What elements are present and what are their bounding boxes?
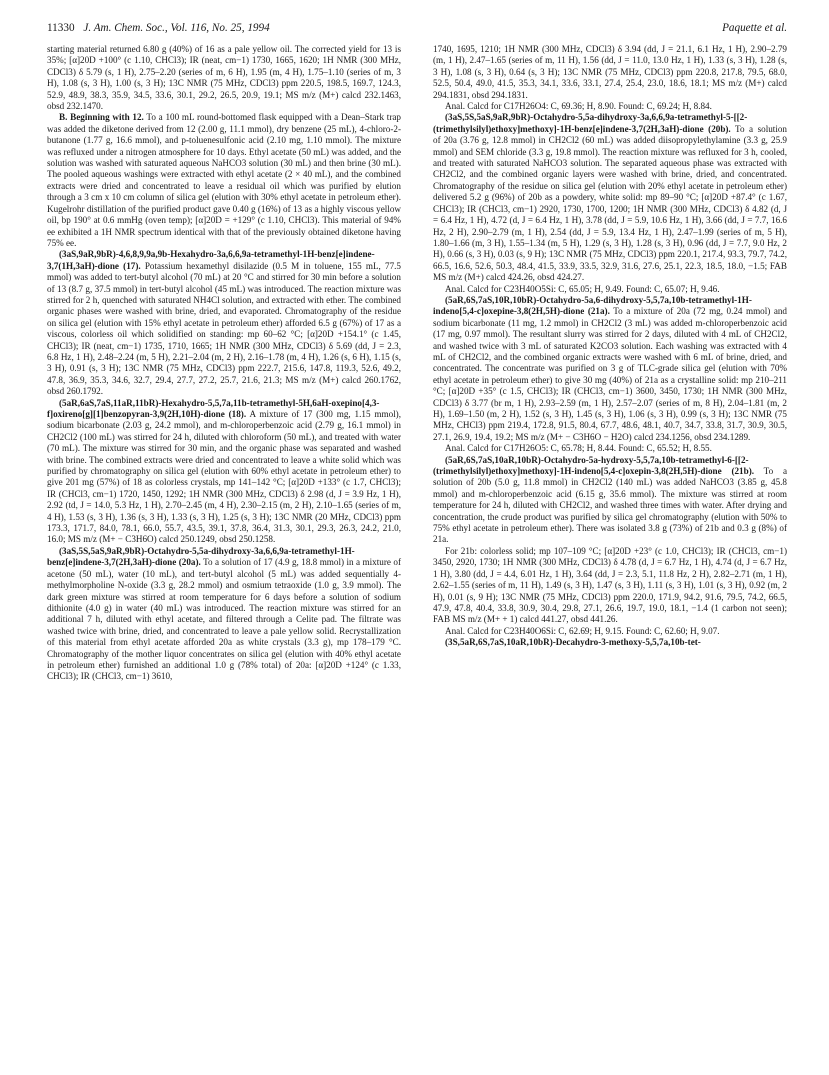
paragraph: [433, 284, 787, 295]
compound-heading: (5aR,6aS,7aS,11aR,11bR)-Hexahydro-5,5,7a,11b-tetramethyl-5H,6aH-oxepino[4,3-f]oxireno[g][1]benzopyran-3,9(2H,10H)-dione (18).: [47, 397, 380, 419]
paragraph-text: A mixture of 17 (300 mg, 1.15 mmol), sodium bicarbonate (2.03 g, 24.2 mmol), and m-chloroperbenzoic acid (2.79 g, 16.1 mmol) in CH2Cl2 (100 mL) was stirred for 24 h, diluted with chloroform (50 mL), and treated with water (70 mL). The mixture was stirred for 30 min, and the organic phase was separated and washed with brine. The combined extracts were dried and concentrated to leave a white solid which was purified by chromatography on silica gel (elution with 60% ethyl acetate in petroleum ether) to give 201 mg (57%) of 18 as colorless crystals, mp 141–142 °C; [α]20D +133° (c 1.7, CHCl3); IR (CHCl3, cm−1) 1720, 1450, 1292; 1H NMR (300 MHz, CDCl3) δ 2.98 (d, J = 3.9 Hz, 1 H), 2.92 (td, J = 14.0, 5.3 Hz, 1 H), 2.70–2.45 (m, 4 H), 2.30–2.15 (m, 2 H), 2.10–1.65 (series of m, 4 H), 1.53 (s, 3 H), 1.36 (s, 3 H), 1.33 (s, 3 H), 1.25 (s, 3 H); 13C NMR (20 MHz, CDCl3) ppm 173.3, 171.7, 84.0, 78.1, 66.0, 55.7, 43.5, 39.1, 37.8, 36.4, 31.3, 30.1, 29.3, 26.3, 24.2, 21.0, 16.0; MS m/z (M+ − C3H6O) calcd 250.1249, obsd 250.1258.: [47, 409, 401, 545]
paragraph-text: Potassium hexamethyl disilazide (0.5 M in toluene, 155 mL, 77.5 mmol) was added to tert-butyl alcohol (70 mL) at 20 °C and stirred for 30 min before a solution of 13 (8.7 g, 37.5 mmol) in tert-butyl alcohol (45 mL) was introduced. The reaction mixture was stirred for 2 h, quenched with saturated NH4Cl solution, and extracted with ether. The combined organic phases were washed with brine, dried, and evaporated. Chromatography of the residue on silica gel (elution with 15% ethyl acetate in petroleum ether) afforded 6.5 g (67%) of 17 as a viscous, colorless oil which solidified on standing: mp 60–62 °C; [α]20D +154.1° (c 1.45, CHCl3); IR (neat, cm−1) 1735, 1710, 1665; 1H NMR (300 MHz, CDCl3) δ 5.69 (dd, J = 2.3, 6.8 Hz, 1 H), 2.48–2.24 (m, 5 H), 2.21–2.04 (m, 2 H), 2.16–1.78 (m, 4 H), 1.26 (s, 6 H), 1.15 (s, 3 H), 0.91 (s, 3 H); 13C NMR (75 MHz, CDCl3) ppm 222.7, 215.6, 147.8, 119.3, 52.6, 49.2, 47.8, 36.9, 35.3, 34.6, 32.7, 29.4, 27.7, 27.2, 25.7, 21.6, 21.3; MS m/z (M+) calcd 260.1762, obsd 260.1792.: [47, 260, 401, 397]
journal-citation: J. Am. Chem. Soc., Vol. 116, No. 25, 1994: [83, 22, 270, 34]
compound-heading: (3aS,9aR,9bR)-4,6,8,9,9a,9b-Hexahydro-3a,6,6,9a-tetramethyl-1H-benz[e]indene-3,7(1H,3aH)-dione (17).: [47, 249, 375, 271]
paragraph: [433, 101, 787, 112]
left-column: [47, 44, 401, 683]
paragraph: [433, 626, 787, 637]
paragraph: [433, 295, 787, 443]
right-column: [433, 44, 787, 649]
compound-heading: (5aR,6S,7aS,10R,10bR)-Octahydro-5a,6-dihydroxy-5,5,7a,10b-tetramethyl-1H-indeno[5,4-c]oxepine-3,8(2H,5H)-dione (21a).: [433, 294, 752, 317]
paragraph: [433, 112, 787, 283]
paragraph: [433, 44, 787, 101]
paragraph-text: 1740, 1695, 1210; 1H NMR (300 MHz, CDCl3) δ 3.94 (dd, J = 21.1, 6.1 Hz, 1 H), 2.90–2.79 (m, 1 H), 2.47–1.65 (series of m, 11 H), 1.56 (dd, J = 11.0, 13.0 Hz, 1 H), 1.33 (s, 3 H), 1.28 (s, 3 H), 1.08 (s, 3 H), 0.64 (s, 3 H); 13C NMR (75 MHz, CDCl3) ppm 220.8, 217.8, 79.5, 68.0, 52.5, 50.4, 49.0, 41.5, 35.3, 34.1, 33.6, 33.1, 27.4, 25.4, 23.0, 18.6, 18.1; MS m/z (M+) calcd 294.1831, obsd 294.1831.: [433, 44, 787, 100]
paragraph-text: Anal. Calcd for C23H40O6Si: C, 62.69; H, 9.15. Found: C, 62.60; H, 9.07.: [445, 625, 720, 636]
paragraph-text: Anal. Calcd for C17H26O4: C, 69.36; H, 8.90. Found: C, 69.24; H, 8.84.: [445, 101, 712, 112]
paragraph-text: To a solution of 20b (5.0 g, 11.8 mmol) in CH2Cl2 (140 mL) was added NaHCO3 (3.85 g, 45.8 mmol) and m-chloroperbenzoic acid (6.15 g, 35.6 mmol). The mixture was stirred at room temperature for 24 h, diluted with CH2Cl2, and washed three times with water. After drying and concentration, the crude product was purified by silica gel chromatography (elution with 50% to 75% ethyl acetate in petroleum ether). There was isolated 3.8 g (73%) of 21b and 0.3 g (8%) of 21a.: [433, 466, 787, 545]
paragraph-text: Anal. Calcd for C23H40O5Si: C, 65.05; H, 9.49. Found: C, 65.07; H, 9.46.: [445, 283, 720, 294]
running-header: [47, 22, 787, 36]
paragraph: [433, 443, 787, 454]
paragraph: [47, 44, 401, 112]
paragraph-text: starting material returned 6.80 g (40%) of 16 as a pale yellow oil. The corrected yield for 13 is 35%; [α]20D +100° (c 1.10, CHCl3); IR (neat, cm−1) 1730, 1665, 1620; 1H NMR (300 MHz, CDCl3) δ 5.79 (s, 1 H), 2.75–2.20 (series of m, 6 H), 1.95 (m, 4 H), 1.75–1.10 (series of m, 3 H), 1.08 (s, 3 H), 1.00 (s, 3 H); 13C NMR (75 MHz, CDCl3) ppm 220.5, 198.5, 169.7, 124.3, 52.9, 48.9, 38.3, 35.9, 34.5, 33.6, 30.1, 29.2, 26.5, 20.9, 19.1; MS m/z (M+) calcd 232.1463, obsd 232.1470.: [47, 44, 401, 112]
page-number: 11330: [47, 22, 75, 34]
paragraph: [47, 546, 401, 683]
compound-heading: (3aS,5S,5aS,9aR,9bR)-Octahydro-5,5a-dihydroxy-3a,6,6,9a-tetramethyl-5-[[2-(trimethylsilyl)ethoxy]methoxy]-1H-benz[e]indene-3,7(2H,3aH)-dione (20b).: [433, 112, 748, 134]
header-left: [47, 22, 270, 34]
paragraph: [47, 249, 401, 397]
paragraph-text: To a mixture of 20a (72 mg, 0.24 mmol) and sodium bicarbonate (11 mg, 1.2 mmol) in CH2Cl2 (3 mL) was added m-chloroperbenzoic acid (17 mg, 0.97 mmol). The resultant slurry was stirred for 2 days, diluted with 4 mL of CH2Cl2, and washed twice with 3 mL of saturated K2CO3 solution. Each washing was extracted with 4 mL of CH2Cl2, and the combined organic extracts were washed with 6 mL of brine, dried, and concentrated. The concentrate was purified on 3 g of TLC-grade silica gel (elution with 70% ethyl acetate in petroleum ether) to give 30 mg (40%) of 21a as a crystalline solid: mp 210–211 °C; [α]20D +35° (c 1.5, CHCl3); IR (CHCl3, cm−1) 3600, 3450, 1730; 1H NMR (300 MHz, CDCl3) δ 3.77 (br m, 1 H), 2.93–2.59 (m, 1 H), 2.57–2.07 (series of m, 8 H), 2.04–1.81 (m, 2 H), 1.69–1.50 (m, 2 H), 1.52 (s, 3 H), 1.45 (s, 3 H), 1.06 (s, 3 H), 0.99 (s, 3 H); 13C NMR (75 MHz, CHCl3) ppm 219.4, 172.8, 91.5, 80.4, 67.7, 48.6, 48.1, 40.7, 34.7, 33.8, 31.7, 30.9, 30.5, 27.1, 26.9, 19.4, 19.2; MS m/z (M+ − C3H6O − H2O) calcd 234.1256, obsd 234.1289.: [433, 306, 787, 442]
paragraph-text: To a 100 mL round-bottomed flask equipped with a Dean–Stark trap was added the diketone derived from 12 (2.00 g, 11.1 mmol), dry benzene (25 mL), 4-chloro-2-butanone (1.77 g, 16.6 mmol), and p-toluenesulfonic acid (2.10 mg, 1.10 mmol). The mixture was refluxed under a nitrogen atmosphere for 10 days. Ethyl acetate (50 mL) was added, and the solution was washed with saturated aqueous NaHCO3 solution (30 mL) and then brine (30 mL). The pooled aqueous washings were extracted with ethyl acetate (2 × 40 mL), and the combined extracts were dried and concentrated to leave a residual oil which was purified by elution through a 3 cm x 10 cm column of silica gel (elution with 30% ethyl acetate in petroleum ether). Kugelrohr distillation of the purified product gave 0.40 g (16%) of 13 as a highly viscous yellow oil, bp 190° at 0.6 mmHg (oven temp); [α]20D = +129° (c 1.10, CHCl3). This material of 94% ee exhibited a 1H NMR spectrum identical with that of the previously obtained diketone having 75% ee.: [47, 112, 401, 248]
paragraph-text: For 21b: colorless solid; mp 107–109 °C; [α]20D +23° (c 1.0, CHCl3); IR (CHCl3, cm−1) 3450, 2920, 1730; 1H NMR (300 MHz, CDCl3) δ 4.78 (d, J = 6.7 Hz, 1 H), 4.74 (d, J = 6.7 Hz, 1 H), 3.80 (dd, J = 4.4, 6.01 Hz, 1 H), 3.64 (dd, J = 2.3, 5.1, 11.8 Hz, 2 H), 2.82–2.71 (m, 1 H), 2.62–1.55 (series of m, 11 H), 1.49 (s, 3 H), 1.47 (s, 3 H), 1.11 (s, 3 H), 1.01 (s, 3 H), 0.92 (m, 2 H), 0.01 (s, 9 H); 13C NMR (75 MHz, CDCl3) ppm 220.0, 171.9, 94.2, 91.6, 79.5, 74.2, 66.5, 47.9, 47.8, 40.4, 33.8, 30.9, 30.4, 29.8, 27.1, 26.6, 19.7, 19.0, 18.1, −1.4 (1 carbon not seen); FAB MS m/z (M+ + 1) calcd 441.27, obsd 441.26.: [433, 545, 787, 625]
paragraph: [433, 546, 787, 626]
paragraph-text: To a solution of 20a (3.76 g, 12.8 mmol) in CH2Cl2 (60 mL) was added diisopropylethylamine (3.3 g, 25.9 mmol) and SEM chloride (3.3 g, 19.8 mmol). The reaction mixture was refluxed for 3 h, cooled, and treated with saturated NaHCO3 solution. The separated aqueous phase was extracted with CH2Cl2, and the combined organic layers were washed with brine, dried, and concentrated. Chromatography of the residue on silica gel (elution with 20% ethyl acetate in petroleum ether) delivered 5.2 g (96%) of 20b as a powdery, white solid: mp 89–90 °C; [α]20D +87.4° (c 1.67, CHCl3); IR (CHCl3, cm−1) 2920, 1730, 1700, 1200; 1H NMR (300 MHz, CDCl3) δ 4.82 (d, J = 6.4 Hz, 1 H), 4.72 (d, J = 6.4 Hz, 1 H), 3.78 (dd, J = 5.9, 10.6 Hz, 1 H), 3.66 (dd, J = 7.7, 16.6 Hz, 2 H), 2.90–2.79 (m, 1 H), 2.54 (dd, J = 5.9, 13.4 Hz, 1 H), 2.47–1.99 (series of m, 5 H), 1.80–1.66 (m, 3 H), 1.55–1.34 (m, 5 H), 1.29 (s, 3 H), 1.28 (s, 3 H), 0.96 (dd, J = 7.7, 9.0 Hz, 2 H), 0.66 (s, 3 H), 0.03 (s, 9 H); 13C NMR (75 MHz, CDCl3) ppm 220.1, 217.4, 93.3, 79.7, 74.2, 66.5, 16.6, 52.6, 50.3, 48.4, 41.5, 33.9, 33.5, 32.9, 31.6, 27.6, 25.1, 22.3, 18.5, 18.0, −1.5; FAB MS m/z (M+) calcd 424.26, obsd 424.27.: [433, 123, 787, 283]
paragraph: [47, 398, 401, 546]
author-header: Paquette et al.: [722, 22, 787, 34]
compound-heading: (3aS,5S,5aS,9aR,9bR)-Octahydro-5,5a-dihydroxy-3a,6,6,9a-tetramethyl-1H-benz[e]indene-3,7(2H,3aH)-dione (20a).: [47, 545, 355, 568]
paragraph-text: To a solution of 17 (4.9 g, 18.8 mmol) in a mixture of acetone (50 mL), water (10 mL), and tert-butyl alcohol (5 mL) was added sequentially 4-methylmorpholine N-oxide (3.3 g, 28.2 mmol) and osmium tetraoxide (1.0 g, 3.9 mmol). The dark green mixture was stirred at room temperature for 6 days before a solution of sodium dithionite (4.0 g) in water (40 mL) was introduced. The reaction mixture was stirred for an additional 7 h, diluted with ethyl acetate, and filtered through a Celite pad. The filtrate was washed twice with brine, dried, and concentrated to leave a pale yellow solid. Recrystallization of this material from ethyl acetate afforded 20a as white crystals (3.3 g), mp 178–179 °C. Chromatography of the mother liquor concentrates on silica gel (elution with 40% ethyl acetate in petroleum ether) furnished an additional 1.0 g (78% total) of 20a: [α]20D +124° (c 1.33, CHCl3); IR (CHCl3, cm−1) 3610,: [47, 557, 401, 682]
compound-heading: (3S,5aR,6S,7aS,10aR,10bR)-Decahydro-3-methoxy-5,5,7a,10b-tet-: [445, 637, 701, 648]
paragraph: [433, 637, 787, 648]
compound-heading: (5aR,6S,7aS,10aR,10bR)-Octahydro-5a-hydroxy-5,5,7a,10b-tetramethyl-6-[[2-(trimethylsilyl)ethoxy]methoxy]-1H-indeno[5,4-c]oxepin-3,8(2H,5H)-dione (21b).: [433, 454, 755, 477]
compound-heading: B. Beginning with 12.: [59, 112, 144, 123]
paragraph: [433, 455, 787, 546]
paragraph: [47, 112, 401, 249]
paragraph-text: Anal. Calcd for C17H26O5: C, 65.78; H, 8.44. Found: C, 65.52; H, 8.55.: [445, 443, 712, 454]
